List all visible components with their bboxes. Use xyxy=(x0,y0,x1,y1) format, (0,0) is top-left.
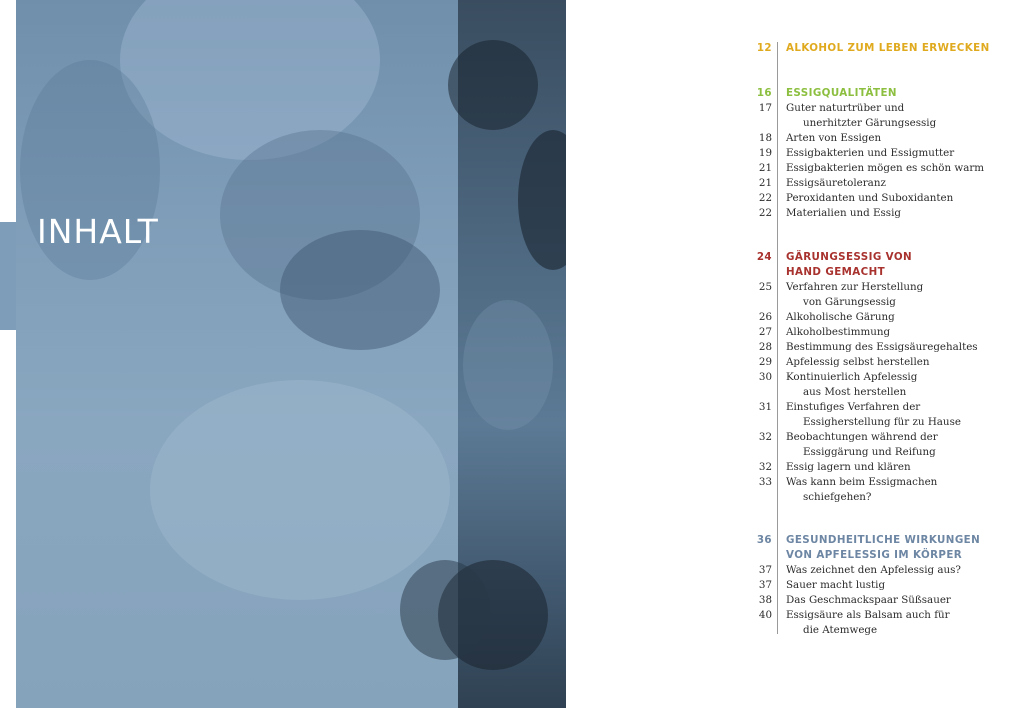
toc-entry xyxy=(742,161,984,176)
photo-texture xyxy=(400,560,490,660)
toc-entry xyxy=(742,310,895,325)
toc-entry xyxy=(742,563,961,578)
toc-entry xyxy=(742,325,890,340)
entry-title-continued: die Atemwege xyxy=(803,624,878,636)
page-number: 29 xyxy=(758,356,772,368)
entry-title: Materialien und Essig xyxy=(786,207,901,219)
photo-texture xyxy=(150,380,450,600)
toc-section-heading xyxy=(742,250,912,265)
page-number: 36 xyxy=(756,534,772,546)
page-number: 26 xyxy=(758,311,772,323)
toc-entry xyxy=(742,430,938,445)
entry-title: Guter naturtrüber und xyxy=(786,102,905,114)
toc-entry xyxy=(742,475,937,490)
page-number: 31 xyxy=(758,401,772,413)
page-number: 24 xyxy=(756,251,772,263)
page-number: 38 xyxy=(758,594,772,606)
toc-entry xyxy=(742,146,954,161)
photo-texture xyxy=(280,230,440,350)
entry-title: Das Geschmackspaar Süßsauer xyxy=(786,594,951,606)
toc-entry xyxy=(742,355,929,370)
toc-entry xyxy=(742,206,901,221)
toc-entry-continuation xyxy=(742,415,961,430)
page-number: 17 xyxy=(758,102,772,114)
entry-title: Sauer macht lustig xyxy=(786,579,886,591)
page-number: 22 xyxy=(758,192,772,204)
toc-section-heading xyxy=(742,86,897,101)
entry-title: Kontinuierlich Apfelessig xyxy=(786,371,918,383)
entry-title: Essigsäuretoleranz xyxy=(786,177,886,189)
toc-section-heading-continuation xyxy=(742,265,885,280)
entry-title: Was zeichnet den Apfelessig aus? xyxy=(786,564,961,576)
page-number: 12 xyxy=(756,42,772,54)
entry-title-continued: unerhitzter Gärungsessig xyxy=(803,117,937,129)
page-margin xyxy=(0,0,16,708)
entry-title: Essigbakterien mögen es schön warm xyxy=(786,162,985,174)
toc-section-heading xyxy=(742,41,990,56)
entry-title: Was kann beim Essigmachen xyxy=(786,476,938,488)
entry-title-continued: schiefgehen? xyxy=(803,491,872,503)
entry-title-continued: aus Most herstellen xyxy=(803,386,907,398)
toc-entry-continuation xyxy=(742,295,896,310)
page-title: INHALT xyxy=(37,212,159,251)
toc-entry-continuation xyxy=(742,116,936,131)
page-number: 37 xyxy=(758,579,772,591)
page-number: 18 xyxy=(758,132,772,144)
page-number: 28 xyxy=(758,341,772,353)
page-number: 19 xyxy=(758,147,772,159)
section-title: GÄRUNGSESSIG VON xyxy=(786,251,913,263)
page-number: 30 xyxy=(758,371,772,383)
entry-title: Peroxidanten und Suboxidanten xyxy=(786,192,954,204)
page-number: 32 xyxy=(758,431,772,443)
entry-title: Essig lagern und klären xyxy=(786,461,911,473)
section-title: ALKOHOL ZUM LEBEN ERWECKEN xyxy=(786,42,990,54)
toc-entry xyxy=(742,608,950,623)
toc-entry xyxy=(742,101,904,116)
entry-title-continued: von Gärungsessig xyxy=(803,296,896,308)
toc-entry xyxy=(742,460,911,475)
photo-texture xyxy=(518,130,566,270)
page-number: 33 xyxy=(758,476,772,488)
entry-title: Einstufiges Verfahren der xyxy=(786,401,921,413)
page-number: 25 xyxy=(758,281,772,293)
page-number: 32 xyxy=(758,461,772,473)
title-accent-bar xyxy=(0,222,16,330)
section-title-continued: VON APFELESSIG IM KÖRPER xyxy=(786,549,963,561)
entry-title: Essigbakterien und Essigmutter xyxy=(786,147,955,159)
page-number: 21 xyxy=(758,177,772,189)
entry-title: Alkoholbestimmung xyxy=(786,326,891,338)
toc-entry xyxy=(742,578,885,593)
toc-entry xyxy=(742,340,978,355)
photo-texture xyxy=(448,40,538,130)
entry-title-continued: Essiggärung und Reifung xyxy=(803,446,936,458)
section-title: ESSIGQUALITÄTEN xyxy=(786,87,897,99)
page-number: 21 xyxy=(758,162,772,174)
toc-entry xyxy=(742,280,923,295)
toc-section-heading xyxy=(742,533,980,548)
photo-texture xyxy=(463,300,553,430)
entry-title: Verfahren zur Herstellung xyxy=(786,281,924,293)
toc-entry xyxy=(742,176,886,191)
entry-title: Alkoholische Gärung xyxy=(786,311,895,323)
toc-entry xyxy=(742,370,917,385)
page-number: 40 xyxy=(758,609,772,621)
toc-entry-continuation xyxy=(742,490,871,505)
entry-title: Apfelessig selbst herstellen xyxy=(786,356,930,368)
entry-title: Bestimmung des Essigsäuregehaltes xyxy=(786,341,978,353)
toc-entry xyxy=(742,131,881,146)
page-number: 16 xyxy=(756,87,772,99)
toc-entry-continuation xyxy=(742,445,936,460)
page-number: 22 xyxy=(758,207,772,219)
toc-entry xyxy=(742,400,920,415)
toc-entry-continuation xyxy=(742,385,906,400)
page-number: 27 xyxy=(758,326,772,338)
entry-title: Essigsäure als Balsam auch für xyxy=(786,609,950,621)
page-number: 37 xyxy=(758,564,772,576)
section-title-continued: HAND GEMACHT xyxy=(786,266,886,278)
toc-entry xyxy=(742,593,951,608)
section-title: GESUNDHEITLICHE WIRKUNGEN xyxy=(786,534,981,546)
toc-entry-continuation xyxy=(742,623,877,638)
entry-title-continued: Essigherstellung für zu Hause xyxy=(803,416,961,428)
entry-title: Beobachtungen während der xyxy=(786,431,938,443)
entry-title: Arten von Essigen xyxy=(786,132,882,144)
toc-entry xyxy=(742,191,953,206)
toc-section-heading-continuation xyxy=(742,548,962,563)
